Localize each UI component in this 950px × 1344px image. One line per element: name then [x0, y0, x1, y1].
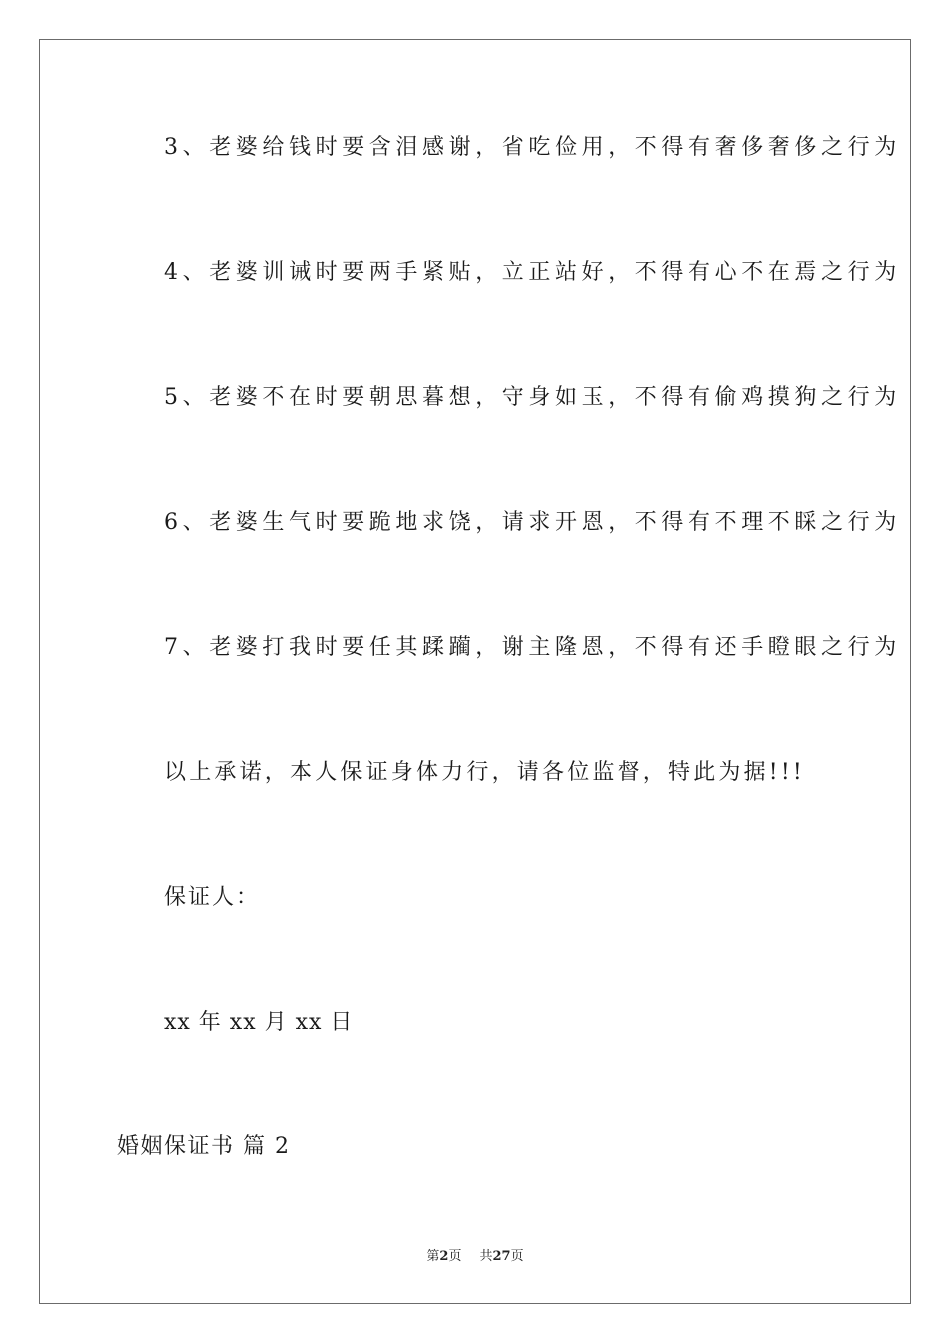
guarantor-label: 保证人： — [164, 885, 261, 910]
clause-7: 7、老婆打我时要任其蹂躏，谢主隆恩，不得有还手瞪眼之行为 — [164, 635, 901, 660]
page-suffix: 页 — [448, 1249, 462, 1264]
total-prefix: 共 — [479, 1249, 493, 1264]
page-prefix: 第 — [426, 1249, 440, 1264]
clause-6: 6、老婆生气时要跪地求饶，请求开恩，不得有不理不睬之行为 — [164, 510, 901, 535]
clause-4: 4、老婆训诫时要两手紧贴，立正站好，不得有心不在焉之行为 — [164, 260, 901, 285]
clause-5: 5、老婆不在时要朝思暮想，守身如玉，不得有偷鸡摸狗之行为 — [164, 385, 901, 410]
total-pages: 27 — [492, 1249, 511, 1264]
total-suffix: 页 — [510, 1249, 524, 1264]
page-footer — [0, 1248, 950, 1266]
clause-3: 3、老婆给钱时要含泪感谢，省吃俭用，不得有奢侈奢侈之行为 — [164, 135, 901, 160]
section-heading: 婚姻保证书 篇 2 — [117, 1134, 291, 1159]
page-number: 2 — [439, 1249, 449, 1264]
date-line: xx 年 xx 月 xx 日 — [164, 1010, 354, 1035]
page-frame — [39, 39, 911, 1304]
closing-statement: 以上承诺，本人保证身体力行，请各位监督，特此为据!!! — [164, 760, 805, 785]
